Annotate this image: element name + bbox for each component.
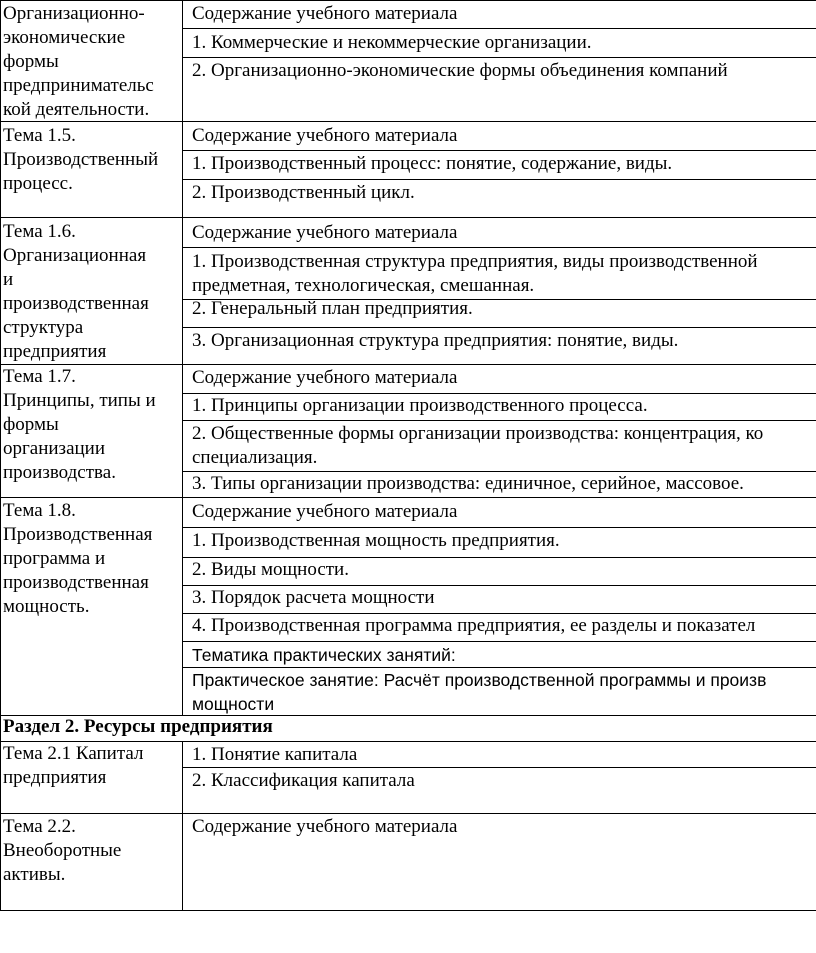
content-item: 3. Типы организации производства: единичное, серийное, массовое.: [192, 473, 744, 494]
topic-title: мощность.: [3, 596, 90, 617]
content-item: Содержание учебного материала: [192, 222, 458, 243]
content-item: предметная, технологическая, смешанная.: [192, 275, 535, 296]
topic-title: и: [3, 269, 14, 290]
section-top-rule: [0, 217, 816, 218]
content-item: 1. Коммерческие и некоммерческие организации.: [192, 32, 592, 53]
content-item: 2. Общественные формы организации производства: концентрация, ко: [192, 423, 764, 444]
content-item: 3. Организационная структура предприятия: понятие, виды.: [192, 330, 679, 351]
left-border: [0, 497, 1, 715]
topic-title: программа и: [3, 548, 106, 569]
topic-title: Тема 2.2.: [3, 816, 76, 837]
content-item: 4. Производственная программа предприятия, ее разделы и показател: [192, 615, 756, 636]
row-rule: [182, 767, 816, 768]
topic-title: производства.: [3, 462, 116, 483]
left-border: [0, 364, 1, 497]
content-item: Содержание учебного материала: [192, 125, 458, 146]
left-border: [0, 121, 1, 217]
topic-title: Производственная: [3, 524, 153, 545]
content-item: 2. Генеральный план предприятия.: [192, 298, 473, 319]
content-item: 1. Производственная структура предприятия, виды производственной: [192, 251, 758, 272]
topic-title: предпринимательс: [3, 75, 154, 96]
topic-title: Тема 1.6.: [3, 221, 76, 242]
section-top-rule: [0, 497, 816, 498]
left-border: [0, 715, 1, 741]
column-divider: [182, 813, 183, 911]
topic-title: экономические: [3, 27, 126, 48]
topic-title: Тема 1.7.: [3, 366, 76, 387]
column-divider: [182, 217, 183, 364]
row-rule: [182, 28, 816, 29]
row-rule: [182, 57, 816, 58]
topic-title: организации: [3, 438, 106, 459]
section-header: Раздел 2. Ресурсы предприятия: [3, 716, 273, 737]
column-divider: [182, 741, 183, 813]
content-item: 1. Понятие капитала: [192, 744, 358, 765]
row-rule: [182, 420, 816, 421]
section-top-rule: [0, 364, 816, 365]
topic-title: процесс.: [3, 173, 73, 194]
content-item: Тематика практических занятий:: [192, 645, 456, 665]
table-bottom-rule: [0, 910, 816, 911]
topic-title: структура: [3, 317, 84, 338]
topic-title: формы: [3, 414, 59, 435]
column-divider: [182, 121, 183, 217]
content-item: 2. Производственный цикл.: [192, 182, 415, 203]
left-border: [0, 741, 1, 813]
content-item: 2. Организационно-экономические формы объединения компаний: [192, 60, 728, 81]
left-border: [0, 813, 1, 911]
content-item: 2. Виды мощности.: [192, 559, 349, 580]
topic-title: Тема 1.8.: [3, 500, 76, 521]
content-item: Содержание учебного материала: [192, 501, 458, 522]
section-top-rule: [0, 0, 816, 1]
topic-title: Тема 2.1 Капитал: [3, 743, 144, 764]
column-divider: [182, 497, 183, 715]
left-border: [0, 0, 1, 121]
topic-title: производственная: [3, 572, 149, 593]
topic-title: Организационно-: [3, 3, 145, 24]
row-rule: [182, 247, 816, 248]
content-item: Практическое занятие: Расчёт производственной программы и произв: [192, 670, 767, 690]
content-item: 2. Классификация капитала: [192, 770, 415, 791]
row-rule: [182, 327, 816, 328]
row-rule: [182, 641, 816, 642]
topic-title: Организационная: [3, 245, 147, 266]
content-item: 1. Производственная мощность предприятия.: [192, 530, 560, 551]
section-top-rule: [0, 813, 816, 814]
column-divider: [182, 364, 183, 497]
content-item: Содержание учебного материала: [192, 367, 458, 388]
content-item: мощности: [192, 694, 275, 714]
row-rule: [182, 527, 816, 528]
topic-title: предприятия: [3, 767, 107, 788]
content-item: Содержание учебного материала: [192, 816, 458, 837]
topic-title: кой деятельности.: [3, 99, 150, 120]
topic-title: Внеоборотные: [3, 840, 122, 861]
content-item: 1. Принципы организации производственного процесса.: [192, 395, 648, 416]
left-border: [0, 217, 1, 364]
topic-title: предприятия: [3, 341, 107, 362]
topic-title: активы.: [3, 864, 66, 885]
section-top-rule: [0, 121, 816, 122]
topic-title: Производственный: [3, 149, 159, 170]
row-rule: [182, 179, 816, 180]
content-item: Содержание учебного материала: [192, 3, 458, 24]
column-divider: [182, 0, 183, 121]
topic-title: Тема 1.5.: [3, 125, 76, 146]
content-item: 3. Порядок расчета мощности: [192, 587, 435, 608]
row-rule: [182, 150, 816, 151]
topic-title: производственная: [3, 293, 149, 314]
content-item: специализация.: [192, 447, 318, 468]
topic-title: формы: [3, 51, 59, 72]
topic-title: Принципы, типы и: [3, 390, 156, 411]
content-item: 1. Производственный процесс: понятие, содержание, виды.: [192, 153, 673, 174]
